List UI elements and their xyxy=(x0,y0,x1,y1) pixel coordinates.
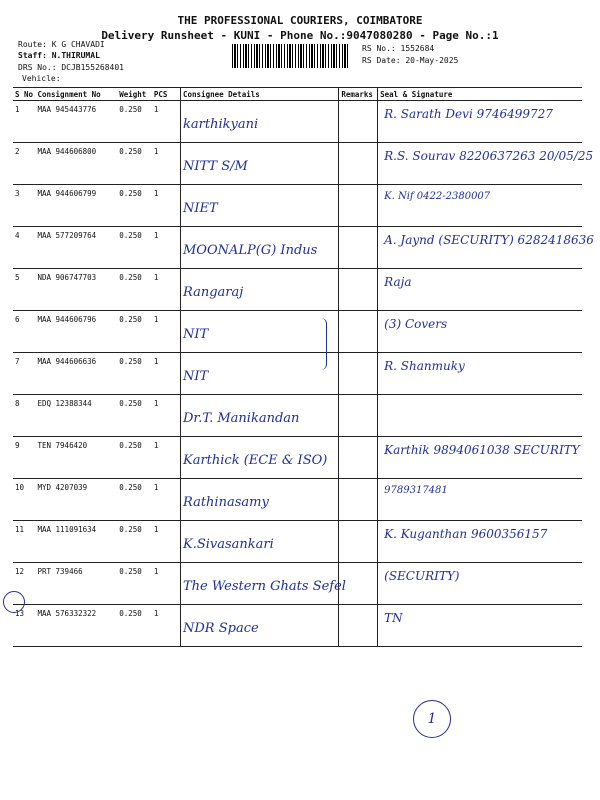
table-row xyxy=(13,479,582,521)
table-row xyxy=(13,101,582,143)
col-header-consignment: Consignment No xyxy=(35,88,117,101)
cell-signature xyxy=(378,437,582,479)
page-number-mark: 1 xyxy=(413,700,451,738)
cell-consignment-no: EDQ 12388344 xyxy=(35,395,117,437)
circled-row-marker xyxy=(3,591,25,613)
handwritten-signature: Karthik 9894061038 SECURITY xyxy=(384,443,580,457)
handwritten-signature: TN xyxy=(384,611,403,625)
handwritten-consignee: NIT xyxy=(183,327,209,342)
cell-sno: 2 xyxy=(13,143,35,185)
cell-sno: 13 xyxy=(13,605,35,647)
cell-consignment-no: MAA 944606799 xyxy=(35,185,117,227)
handwritten-consignee: NITT S/M xyxy=(183,159,248,174)
cell-sno: 7 xyxy=(13,353,35,395)
rs-number: RS No.: 1552684 xyxy=(362,44,435,53)
cell-signature xyxy=(378,395,582,437)
cell-signature xyxy=(378,227,594,269)
table-row xyxy=(13,269,582,311)
cell-signature xyxy=(378,521,582,563)
cell-signature xyxy=(378,143,594,185)
cell-consignment-no: MAA 111091634 xyxy=(35,521,117,563)
cell-consignment-no: TEN 7946420 xyxy=(35,437,117,479)
cell-remarks xyxy=(339,437,378,479)
handwritten-consignee: Dr.T. Manikandan xyxy=(183,411,300,426)
cell-pcs: 1 xyxy=(152,521,181,563)
cell-remarks xyxy=(339,143,378,185)
table-row xyxy=(13,143,582,185)
vehicle-label: Vehicle: xyxy=(22,74,61,83)
cell-pcs: 1 xyxy=(152,437,181,479)
cell-signature xyxy=(378,101,582,143)
cell-consignment-no: MAA 944606636 xyxy=(35,353,117,395)
handwritten-signature: R. Sarath Devi 9746499727 xyxy=(384,107,553,121)
cell-weight: 0.250 xyxy=(117,437,152,479)
cell-consignment-no: PRT 739466 xyxy=(35,563,117,605)
handwritten-signature: R.S. Sourav 8220637263 20/05/25 xyxy=(384,149,594,163)
cell-weight: 0.250 xyxy=(117,395,152,437)
handwritten-signature: (3) Covers xyxy=(384,317,448,331)
cell-consignee xyxy=(181,395,339,437)
cell-pcs: 1 xyxy=(152,101,181,143)
cell-weight: 0.250 xyxy=(117,353,152,395)
staff-label: Staff: N.THIRUMAL xyxy=(18,51,100,60)
handwritten-consignee: NIET xyxy=(183,201,218,216)
table-row xyxy=(13,605,582,647)
cell-remarks xyxy=(339,605,378,647)
handwritten-signature: R. Shanmuky xyxy=(384,359,465,373)
runsheet-table xyxy=(13,87,594,647)
cell-consignee xyxy=(181,227,339,269)
cell-pcs: 1 xyxy=(152,479,181,521)
cell-weight: 0.250 xyxy=(117,185,152,227)
cell-sno: 11 xyxy=(13,521,35,563)
cell-remarks xyxy=(339,353,378,395)
table-row xyxy=(13,227,582,269)
cell-pcs: 1 xyxy=(152,269,181,311)
cell-sno: 9 xyxy=(13,437,35,479)
cell-consignee xyxy=(181,311,339,353)
cell-pcs: 1 xyxy=(152,143,181,185)
cell-pcs: 1 xyxy=(152,605,181,647)
cell-weight: 0.250 xyxy=(117,521,152,563)
handwritten-signature: K. Kuganthan 9600356157 xyxy=(384,527,548,541)
cell-consignee xyxy=(181,479,339,521)
cell-weight: 0.250 xyxy=(117,479,152,521)
col-header-signature: Seal & Signature xyxy=(378,88,582,101)
handwritten-signature: K. Nif 0422-2380007 xyxy=(384,191,491,202)
cell-sno: 1 xyxy=(13,101,35,143)
col-header-sno: S No xyxy=(13,88,35,101)
col-header-remarks: Remarks xyxy=(339,88,378,101)
cell-pcs: 1 xyxy=(152,185,181,227)
cell-remarks xyxy=(339,395,378,437)
cell-consignment-no: MAA 944606800 xyxy=(35,143,117,185)
cell-sno: 3 xyxy=(13,185,35,227)
cell-consignee xyxy=(181,521,339,563)
cell-consignment-no: NDA 906747703 xyxy=(35,269,117,311)
handwritten-consignee: karthikyani xyxy=(183,117,259,132)
route-label: Route: K G CHAVADI xyxy=(18,40,105,49)
cell-remarks xyxy=(339,311,378,353)
cell-pcs: 1 xyxy=(152,563,181,605)
handwritten-consignee: NIT xyxy=(183,369,209,384)
cell-pcs: 1 xyxy=(152,227,181,269)
cell-remarks xyxy=(339,521,378,563)
table-row xyxy=(13,395,582,437)
table-row xyxy=(13,437,582,479)
cell-pcs: 1 xyxy=(152,353,181,395)
handwritten-signature: Raja xyxy=(384,275,412,289)
cell-consignee xyxy=(181,143,339,185)
cell-weight: 0.250 xyxy=(117,227,152,269)
table-row xyxy=(13,185,582,227)
cell-sno: 4 xyxy=(13,227,35,269)
cell-pcs: 1 xyxy=(152,311,181,353)
handwritten-consignee: Rangaraj xyxy=(183,285,244,300)
handwritten-consignee: NDR Space xyxy=(183,621,259,636)
cell-signature xyxy=(378,269,582,311)
cell-signature xyxy=(378,563,582,605)
cell-remarks xyxy=(339,269,378,311)
col-header-weight: Weight xyxy=(117,88,152,101)
company-title: THE PROFESSIONAL COURIERS, COIMBATORE xyxy=(177,14,423,27)
barcode xyxy=(232,44,350,68)
cell-consignee xyxy=(181,185,339,227)
cell-consignee xyxy=(181,269,339,311)
cell-weight: 0.250 xyxy=(117,143,152,185)
cell-consignment-no: MAA 944606796 xyxy=(35,311,117,353)
cell-weight: 0.250 xyxy=(117,605,152,647)
cell-consignee xyxy=(181,563,346,605)
cell-weight: 0.250 xyxy=(117,101,152,143)
handwritten-signature: A. Jaynd (SECURITY) 6282418636 xyxy=(384,233,594,247)
cell-consignee xyxy=(181,101,339,143)
handwritten-consignee: MOONALP(G) Indus xyxy=(183,243,318,258)
cell-consignment-no: MYD 4207039 xyxy=(35,479,117,521)
cell-consignment-no: MAA 577209764 xyxy=(35,227,117,269)
handwritten-signature: 9789317481 xyxy=(384,485,448,496)
cell-signature xyxy=(378,185,582,227)
bracket-mark xyxy=(320,318,327,370)
handwritten-consignee: Karthick (ECE & ISO) xyxy=(183,453,328,468)
handwritten-consignee: The Western Ghats Sefel xyxy=(183,579,346,594)
cell-weight: 0.250 xyxy=(117,269,152,311)
cell-sno: 12 xyxy=(13,563,35,605)
cell-consignment-no: MAA 576332322 xyxy=(35,605,117,647)
cell-remarks xyxy=(339,227,378,269)
cell-signature xyxy=(378,311,582,353)
cell-remarks xyxy=(339,185,378,227)
cell-sno: 8 xyxy=(13,395,35,437)
runsheet-subtitle: Delivery Runsheet - KUNI - Phone No.:9047080280 - Page No.:1 xyxy=(101,29,499,42)
handwritten-consignee: Rathinasamy xyxy=(183,495,269,510)
cell-weight: 0.250 xyxy=(117,311,152,353)
cell-pcs: 1 xyxy=(152,395,181,437)
cell-remarks xyxy=(339,101,378,143)
cell-signature xyxy=(378,353,582,395)
col-header-pcs: PCS xyxy=(152,88,181,101)
cell-consignee xyxy=(181,353,339,395)
table-row xyxy=(13,311,582,353)
cell-sno: 6 xyxy=(13,311,35,353)
table-row xyxy=(13,521,582,563)
cell-weight: 0.250 xyxy=(117,563,152,605)
table-row xyxy=(13,563,582,605)
handwritten-consignee: K.Sivasankari xyxy=(183,537,274,552)
cell-consignee xyxy=(181,437,339,479)
handwritten-signature: (SECURITY) xyxy=(384,569,460,583)
drs-number: DRS No.: DCJB155268401 xyxy=(18,63,124,72)
table-header-row xyxy=(13,88,582,101)
cell-consignee xyxy=(181,605,339,647)
cell-remarks xyxy=(339,479,378,521)
cell-sno: 5 xyxy=(13,269,35,311)
cell-signature xyxy=(378,479,582,521)
table-body xyxy=(13,101,594,647)
table-row xyxy=(13,353,582,395)
col-header-consignee: Consignee Details xyxy=(181,88,339,101)
cell-consignment-no: MAA 945443776 xyxy=(35,101,117,143)
rs-date: RS Date: 20-May-2025 xyxy=(362,56,459,65)
cell-sno: 10 xyxy=(13,479,35,521)
cell-signature xyxy=(378,605,582,647)
